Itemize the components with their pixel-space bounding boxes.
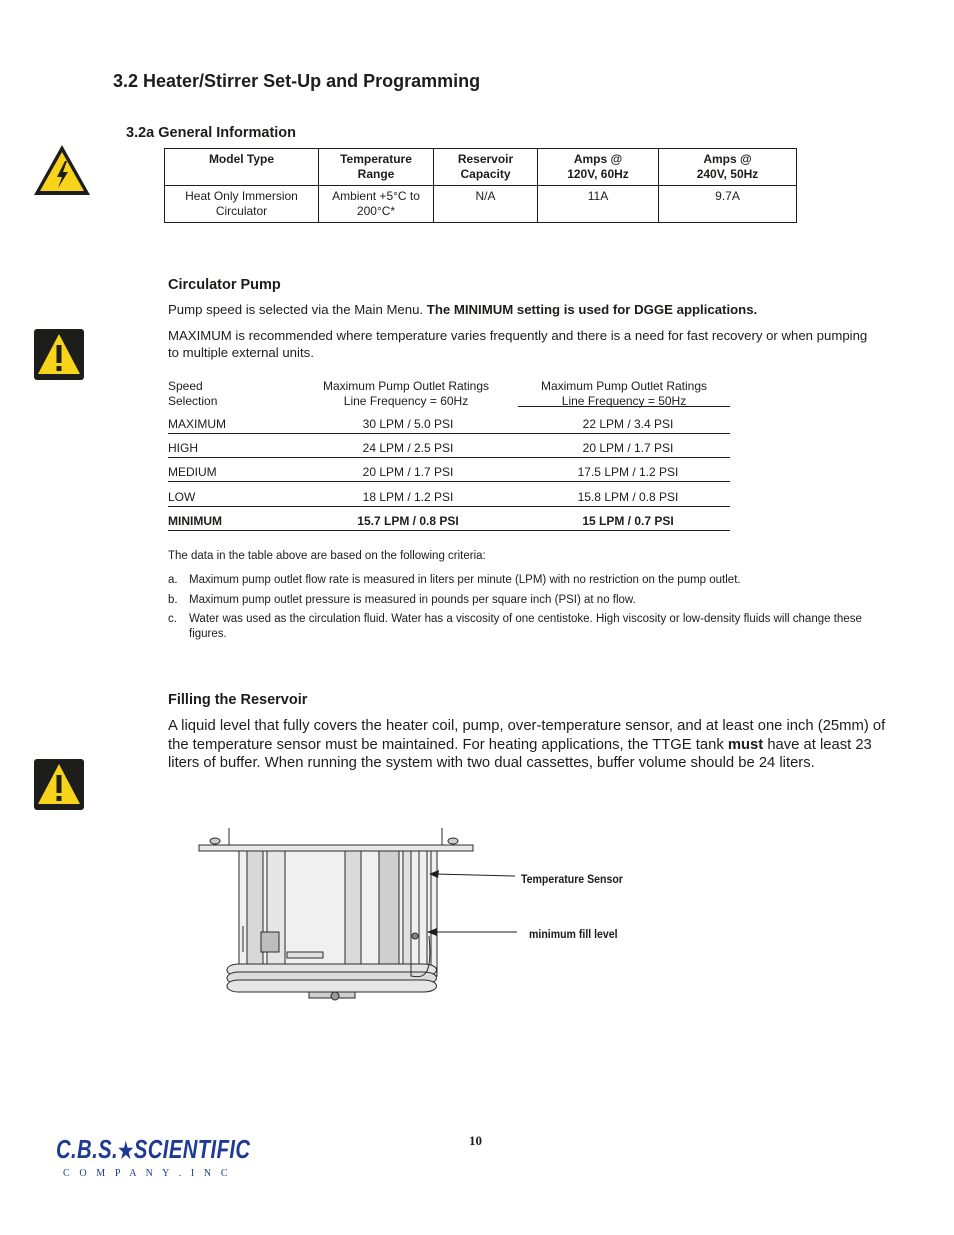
spec-table: [164, 148, 797, 223]
electrical-hazard-icon: [32, 143, 92, 197]
table-cell: N/A: [434, 186, 538, 223]
caution-icon: [33, 328, 85, 381]
table-cell: 9.7A: [659, 186, 797, 223]
table-header: Model Type: [165, 149, 319, 186]
logo-wordmark: C.B.S.★SCIENTIFIC: [56, 1134, 251, 1164]
circulator-pump-heading: Circulator Pump: [168, 277, 281, 293]
pump-table-row: LOW 18 LPM / 1.2 PSI 15.8 LPM / 0.8 PSI: [168, 490, 730, 507]
criteria-intro: The data in the table above are based on the following criteria:: [168, 550, 486, 562]
section-heading: 3.2 Heater/Stirrer Set-Up and Programming: [113, 71, 481, 91]
logo-subtitle: C O M P A N Y . I N C: [63, 1168, 232, 1179]
pump-table-row: MEDIUM 20 LPM / 1.7 PSI 17.5 LPM / 1.2 PSI: [168, 465, 730, 482]
table-header: Temperature Range: [319, 149, 434, 186]
table-row: [165, 186, 797, 223]
criteria-text: Water was used as the circulation fluid. Water has a viscosity of one centistoke. High viscosity or low-density fluids will change these figures.: [189, 613, 862, 640]
star-icon: ★: [118, 1138, 134, 1163]
table-cell: 11A: [538, 186, 659, 223]
table-header-row: [165, 149, 797, 186]
page-number: 10: [469, 1133, 482, 1148]
60hz-column-header: Maximum Pump Outlet Ratings Line Frequency = 60Hz: [322, 379, 490, 408]
header-rule: [518, 406, 730, 407]
caution-icon: [33, 758, 85, 811]
criteria-text: Maximum pump outlet pressure is measured in pounds per square inch (PSI) at no flow.: [189, 594, 636, 606]
pump-paragraph-2: MAXIMUM is recommended where temperature varies frequently and there is a need for fast recovery or when pumping to multiple external units.: [168, 328, 868, 360]
table-cell: Heat Only Immersion Circulator: [165, 186, 319, 223]
company-logo: [56, 1134, 256, 1182]
table-header: Amps @ 240V, 50Hz: [659, 149, 797, 186]
minimum-fill-level-label: minimum fill level: [529, 927, 618, 941]
criteria-marker: c.: [168, 613, 177, 625]
table-header: Reservoir Capacity: [434, 149, 538, 186]
callout-arrows: [425, 866, 520, 941]
criteria-marker: a.: [168, 574, 178, 586]
pump-table-row: MAXIMUM 30 LPM / 5.0 PSI 22 LPM / 3.4 PSI: [168, 417, 730, 434]
pump-table-row: MINIMUM 15.7 LPM / 0.8 PSI 15 LPM / 0.7 PSI: [168, 514, 730, 531]
speed-column-header: Speed Selection: [168, 379, 218, 408]
general-info-heading: 3.2a General Information: [126, 125, 297, 141]
50hz-column-header: Maximum Pump Outlet Ratings Line Frequency = 50Hz: [540, 379, 708, 408]
table-header: Amps @ 120V, 60Hz: [538, 149, 659, 186]
table-cell: Ambient +5°C to 200°C*: [319, 186, 434, 223]
pump-paragraph-1: Pump speed is selected via the Main Menu. The MINIMUM setting is used for DGGE applications.: [168, 302, 758, 317]
temperature-sensor-label: Temperature Sensor: [521, 872, 623, 886]
criteria-text: Maximum pump outlet flow rate is measured in liters per minute (LPM) with no restriction on the pump outlet.: [189, 574, 741, 586]
filling-reservoir-heading: Filling the Reservoir: [168, 692, 308, 708]
criteria-marker: b.: [168, 594, 178, 606]
pump-table-row: HIGH 24 LPM / 2.5 PSI 20 LPM / 1.7 PSI: [168, 441, 730, 458]
reservoir-paragraph: A liquid level that fully covers the heater coil, pump, over-temperature sensor, and at least one inch (25mm) of the temperature sensor must be maintained. For heating applications, the TTGE tank must have at least 23 liters of buffer. When running the system with two dual cassettes, buffer volume should be 24 liters.: [168, 718, 886, 771]
